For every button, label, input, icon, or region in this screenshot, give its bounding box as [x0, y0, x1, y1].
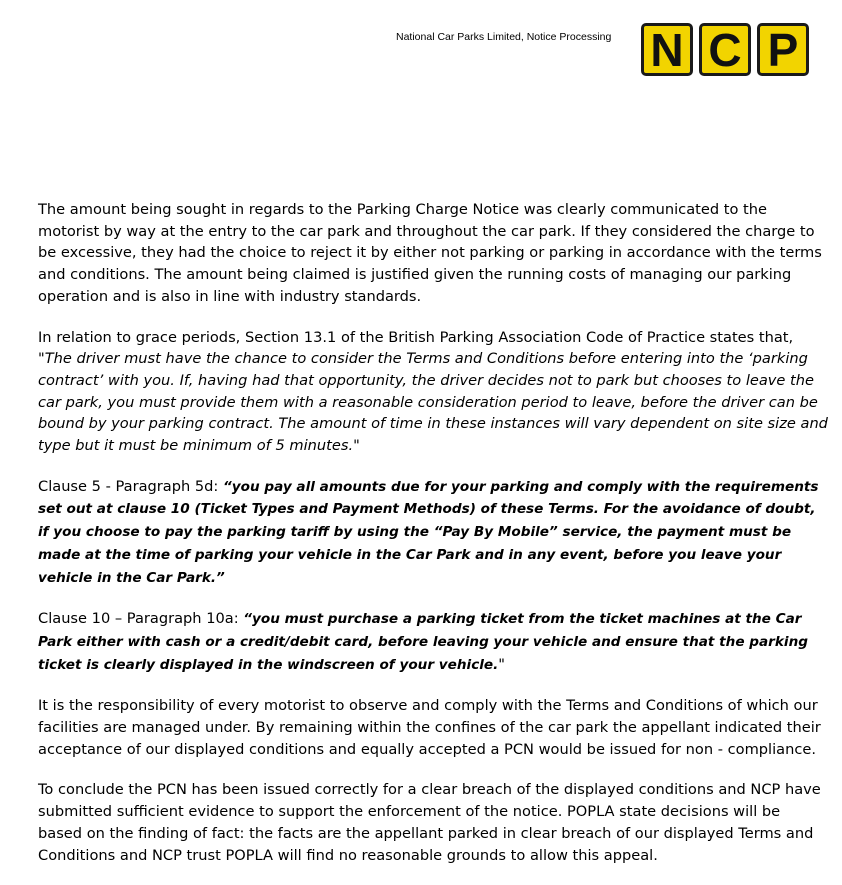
clause-5-label: Clause 5 - Paragraph 5d:: [38, 477, 223, 495]
clause-10-quote-end: ": [498, 655, 506, 673]
company-name: National Car Parks Limited, Notice Processing: [396, 31, 612, 43]
logo-letter-n: N: [641, 23, 693, 76]
bpa-code-quote: The driver must have the chance to consider the Terms and Conditions before entering into the ‘parking contract’ with you. If, having had that opportunity, the driver decides not to park but chooses to leave the car park, you must provide them with a reasonable consideration period to leave, before the driver can be bound by your parking contract. The amount of time in these instances will vary dependent on site size and type but it must be minimum of 5 minutes.: [38, 350, 828, 455]
ncp-logo: [641, 23, 809, 76]
letter-body: [38, 199, 828, 885]
clause-10-label: Clause 10 – Paragraph 10a:: [38, 610, 244, 628]
grace-quote-end: ": [353, 437, 360, 455]
paragraph-clause-10: [38, 608, 828, 676]
logo-letter-c: C: [699, 23, 751, 76]
logo-letter-p: P: [757, 23, 809, 76]
clause-10-quote: “you must purchase a parking ticket from the ticket machines at the Car Park either with cash or a credit/debit card, before leaving your vehicle and ensure that the parking ticket is clearly displayed in the windscreen of your vehicle.: [38, 611, 808, 673]
clause-5-quote: “you pay all amounts due for your parking and comply with the requirements set out at clause 10 (Ticket Types and Payment Methods) of these Terms. For the avoidance of doubt, if you choose to pay the parking tariff by using the “Pay By Mobile” service, the payment must be made at the time of parking your vehicle in the Car Park and in any event, before you leave your vehicle in the Car Park.”: [38, 478, 819, 586]
paragraph-conclusion: To conclude the PCN has been issued correctly for a clear breach of the displayed conditions and NCP have submitted sufficient evidence to support the enforcement of the notice. POPLA state decisions will be based on the finding of fact: the facts are the appellant parked in clear breach of our displayed Terms and Conditions and NCP trust POPLA will find no reasonable grounds to allow this appeal.: [38, 781, 821, 864]
paragraph-clause-5: [38, 476, 828, 590]
grace-intro: In relation to grace periods, Section 13.1 of the British Parking Association Code of Practice states that, ": [38, 328, 794, 368]
paragraph-amount: The amount being sought in regards to the Parking Charge Notice was clearly communicated to the motorist by way at the entry to the car park and throughout the car park. If they considered the charge to be excessive, they had the choice to reject it by either not parking or parking in accordance with the terms and conditions. The amount being claimed is justified given the running costs of managing our parking operation and is also in line with industry standards.: [38, 201, 822, 305]
paragraph-grace-period: [38, 327, 828, 457]
paragraph-responsibility: It is the responsibility of every motorist to observe and comply with the Terms and Conditions of which our facilities are managed under. By remaining within the confines of the car park the appellant indicated their acceptance of our displayed conditions and equally accepted a PCN would be issued for non - compliance.: [38, 697, 821, 758]
